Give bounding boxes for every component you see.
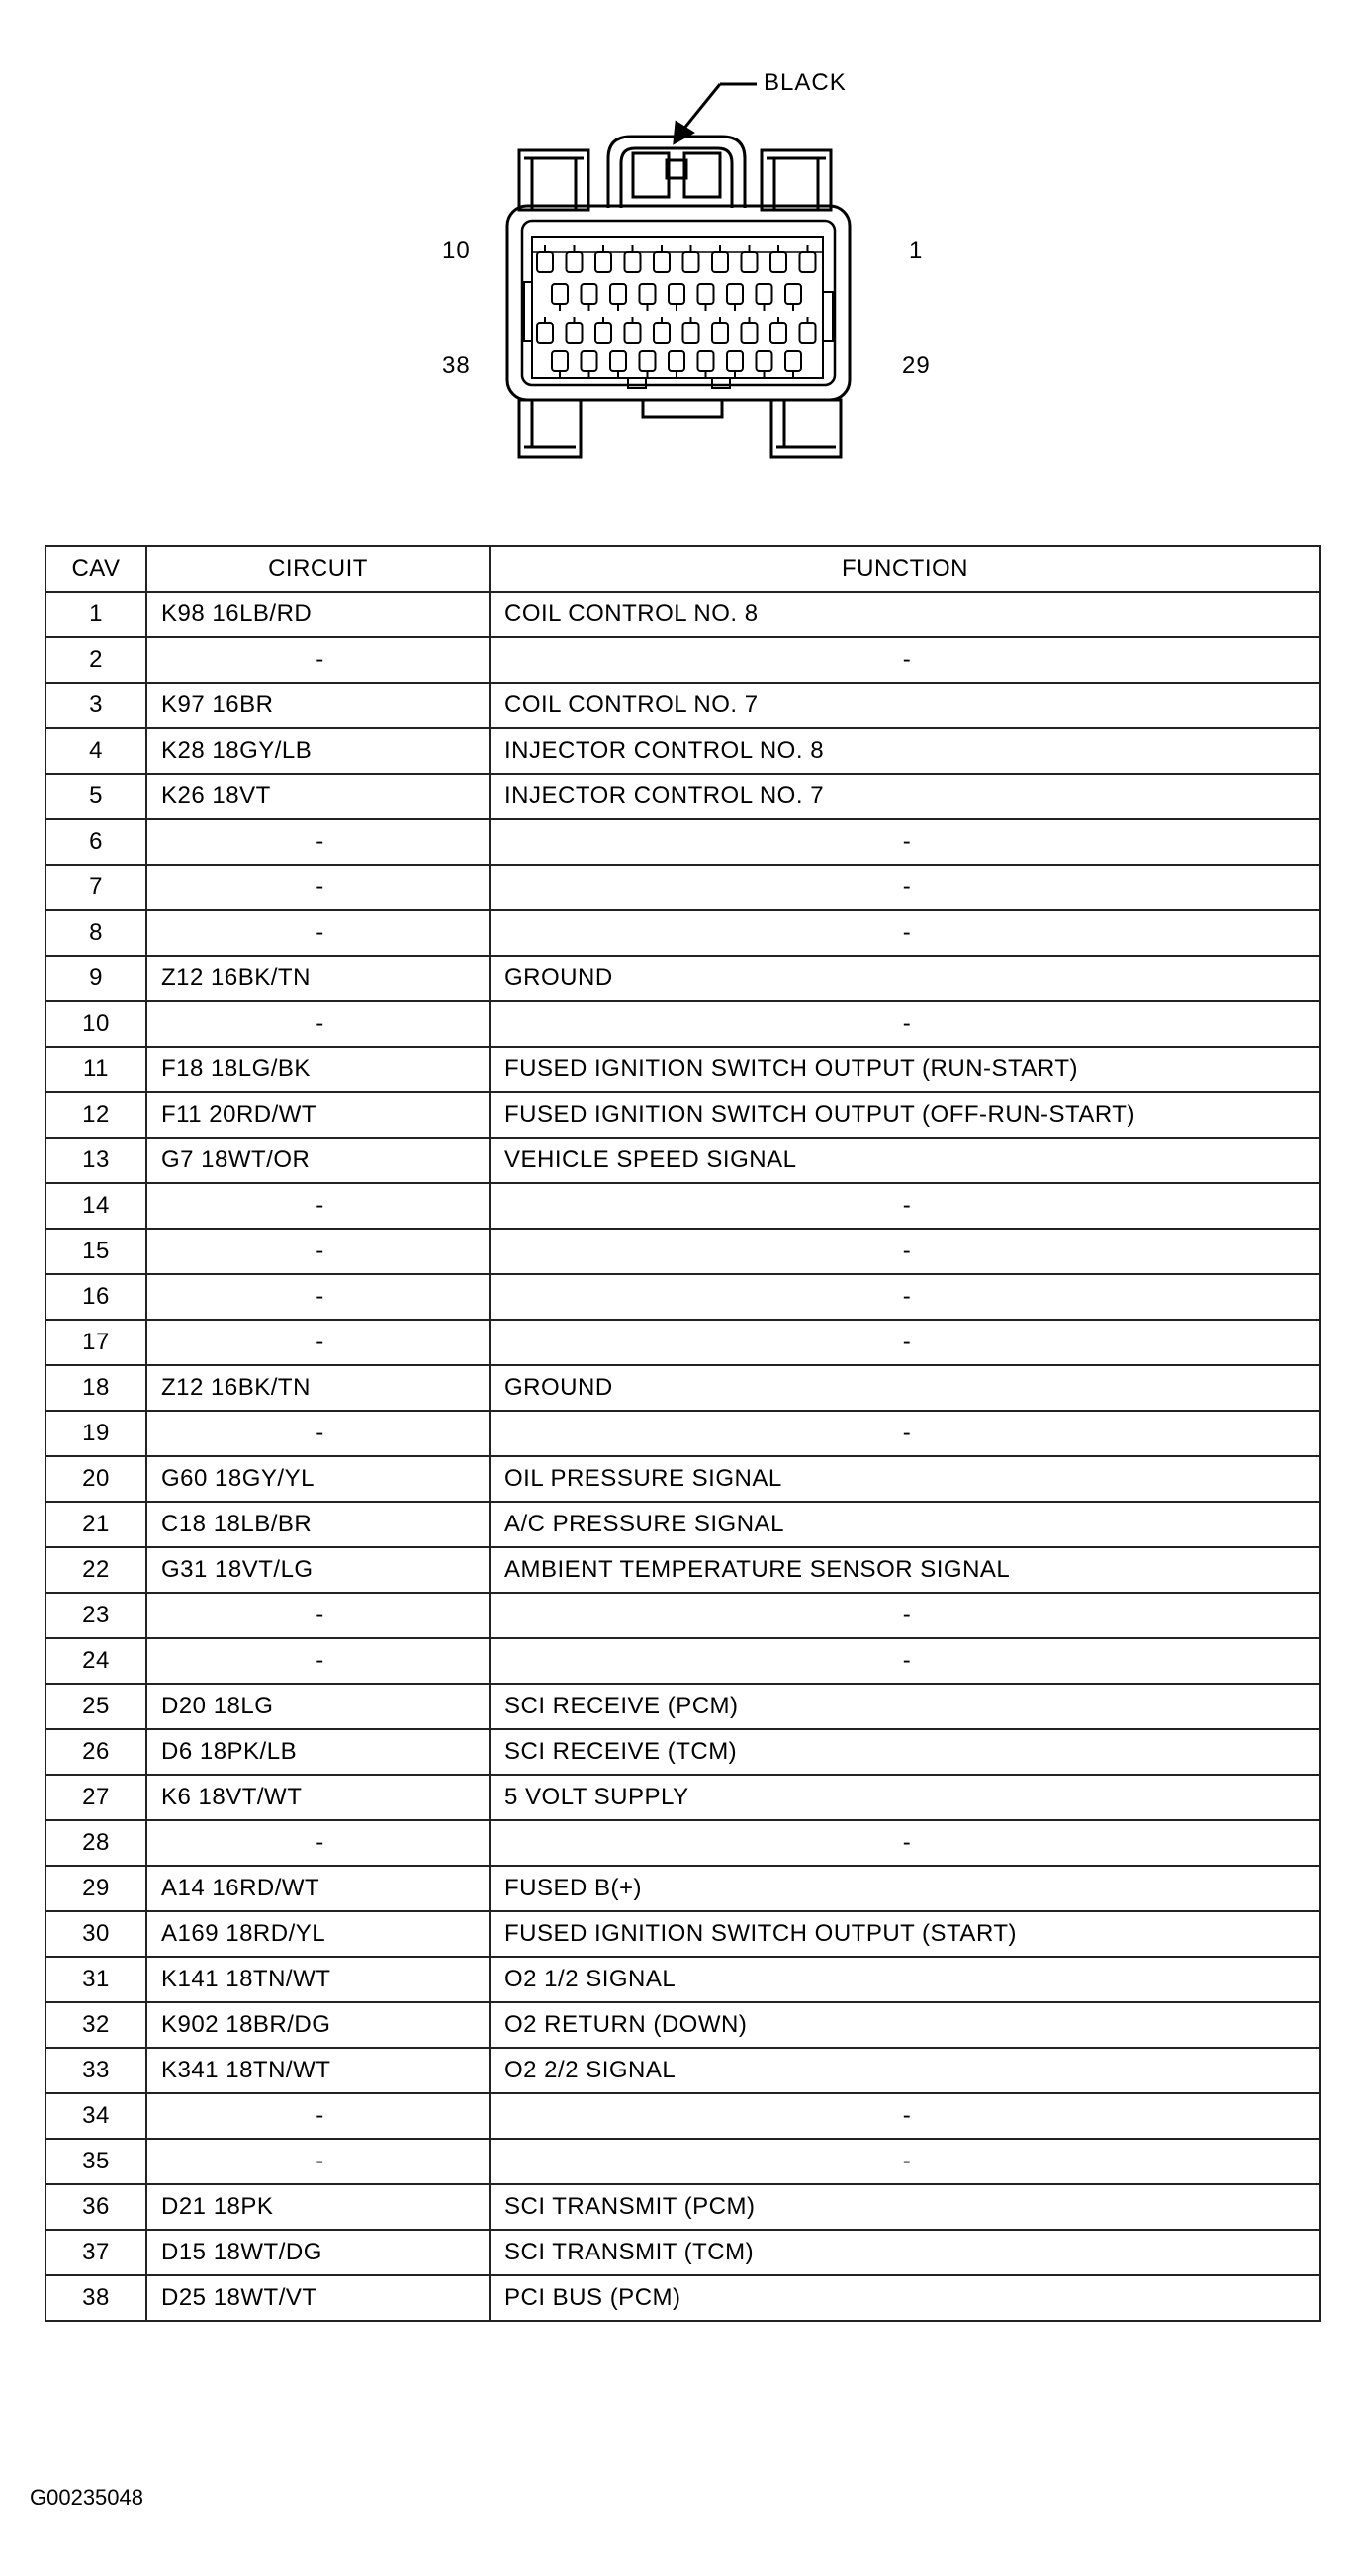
table-row <box>45 1183 1320 1229</box>
connector-cavity <box>640 284 656 311</box>
table-row <box>45 2093 1320 2139</box>
table-row <box>45 2275 1320 2321</box>
connector-cavity <box>683 245 699 272</box>
cell-function: - <box>490 1820 1320 1866</box>
table-row <box>45 1456 1320 1502</box>
table-row <box>45 1365 1320 1411</box>
connector-cavity <box>582 351 597 378</box>
header-cav: CAV <box>45 546 146 592</box>
connector-cavity <box>537 245 553 272</box>
cell-cav: 17 <box>45 1320 146 1365</box>
cell-circuit: - <box>146 865 490 910</box>
connector-cavity <box>698 284 714 311</box>
cell-function: - <box>490 1274 1320 1320</box>
cell-circuit: D6 18PK/LB <box>146 1729 490 1775</box>
connector-cavity <box>757 284 772 311</box>
bottom-mounting-tabs <box>519 400 841 457</box>
connector-cavity <box>785 351 801 378</box>
cell-circuit: K98 16LB/RD <box>146 592 490 637</box>
cell-function: - <box>490 910 1320 956</box>
cell-cav: 1 <box>45 592 146 637</box>
cell-circuit: - <box>146 2139 490 2184</box>
table-row <box>45 1502 1320 1547</box>
connector-cavity <box>770 245 786 272</box>
connector-latch <box>608 137 745 208</box>
cell-circuit: K902 18BR/DG <box>146 2002 490 2048</box>
table-row <box>45 1957 1320 2002</box>
cell-circuit: Z12 16BK/TN <box>146 956 490 1001</box>
table-row <box>45 1866 1320 1911</box>
cell-function: O2 2/2 SIGNAL <box>490 2048 1320 2093</box>
connector-diagram <box>415 40 969 514</box>
table-row <box>45 637 1320 683</box>
cell-function: - <box>490 1593 1320 1638</box>
cell-cav: 12 <box>45 1092 146 1138</box>
connector-cavity <box>712 317 728 343</box>
cell-circuit: D20 18LG <box>146 1684 490 1729</box>
table-row <box>45 1411 1320 1456</box>
cell-cav: 4 <box>45 728 146 774</box>
cell-circuit: K341 18TN/WT <box>146 2048 490 2093</box>
table-row <box>45 956 1320 1001</box>
table-row <box>45 2139 1320 2184</box>
table-row <box>45 2184 1320 2230</box>
cell-function: - <box>490 637 1320 683</box>
connector-cavity <box>712 245 728 272</box>
pin-label-38: 38 <box>442 352 471 379</box>
table-row <box>45 1820 1320 1866</box>
cell-function: SCI TRANSMIT (PCM) <box>490 2184 1320 2230</box>
pin-label-1: 1 <box>909 237 924 264</box>
cell-cav: 30 <box>45 1911 146 1957</box>
cell-cav: 18 <box>45 1365 146 1411</box>
table-row <box>45 1138 1320 1183</box>
cell-function: - <box>490 865 1320 910</box>
cell-cav: 2 <box>45 637 146 683</box>
cell-cav: 3 <box>45 683 146 728</box>
connector-cavity <box>610 351 626 378</box>
connector-cavity <box>567 245 583 272</box>
cell-function: FUSED IGNITION SWITCH OUTPUT (RUN-START) <box>490 1047 1320 1092</box>
cell-function: VEHICLE SPEED SIGNAL <box>490 1138 1320 1183</box>
cell-function: 5 VOLT SUPPLY <box>490 1775 1320 1820</box>
table-row <box>45 2048 1320 2093</box>
cell-circuit: K26 18VT <box>146 774 490 819</box>
cell-cav: 28 <box>45 1820 146 1866</box>
connector-cavity <box>800 245 816 272</box>
connector-cavity <box>770 317 786 343</box>
cell-function: SCI RECEIVE (PCM) <box>490 1684 1320 1729</box>
cell-circuit: D21 18PK <box>146 2184 490 2230</box>
cell-cav: 29 <box>45 1866 146 1911</box>
table-row <box>45 819 1320 865</box>
cell-cav: 16 <box>45 1274 146 1320</box>
table-row <box>45 683 1320 728</box>
table-row <box>45 1274 1320 1320</box>
cell-cav: 31 <box>45 1957 146 2002</box>
table-row <box>45 2230 1320 2275</box>
cell-circuit: - <box>146 910 490 956</box>
cell-cav: 32 <box>45 2002 146 2048</box>
cell-function: - <box>490 1411 1320 1456</box>
table-row <box>45 1775 1320 1820</box>
connector-cavity <box>800 317 816 343</box>
connector-cavity <box>727 284 743 311</box>
connector-cavity <box>625 317 641 343</box>
cell-cav: 38 <box>45 2275 146 2321</box>
cell-circuit: Z12 16BK/TN <box>146 1365 490 1411</box>
figure-id: G00235048 <box>30 2485 143 2510</box>
table-row <box>45 1638 1320 1684</box>
table-row <box>45 774 1320 819</box>
cell-circuit: - <box>146 1593 490 1638</box>
color-callout-arrow <box>675 84 757 142</box>
cell-circuit: - <box>146 1411 490 1456</box>
cell-circuit: K141 18TN/WT <box>146 1957 490 2002</box>
connector-cavity <box>757 351 772 378</box>
connector-cavity <box>582 284 597 311</box>
cell-function: AMBIENT TEMPERATURE SENSOR SIGNAL <box>490 1547 1320 1593</box>
cell-circuit: D15 18WT/DG <box>146 2230 490 2275</box>
cell-function: PCI BUS (PCM) <box>490 2275 1320 2321</box>
table-row <box>45 1047 1320 1092</box>
cell-function: - <box>490 1229 1320 1274</box>
cell-circuit: - <box>146 819 490 865</box>
cell-function: SCI TRANSMIT (TCM) <box>490 2230 1320 2275</box>
table-row <box>45 1320 1320 1365</box>
connector-cavity <box>669 284 684 311</box>
table-row <box>45 1547 1320 1593</box>
table-row <box>45 1229 1320 1274</box>
table-row <box>45 865 1320 910</box>
connector-cavity <box>742 245 758 272</box>
cell-cav: 26 <box>45 1729 146 1775</box>
cell-function: OIL PRESSURE SIGNAL <box>490 1456 1320 1502</box>
table-row <box>45 1593 1320 1638</box>
cell-cav: 37 <box>45 2230 146 2275</box>
connector-cavities <box>537 245 816 378</box>
cell-function: GROUND <box>490 1365 1320 1411</box>
cell-circuit: - <box>146 1638 490 1684</box>
table-row <box>45 1729 1320 1775</box>
cell-cav: 22 <box>45 1547 146 1593</box>
cell-circuit: K28 18GY/LB <box>146 728 490 774</box>
connector-cavity <box>552 351 568 378</box>
connector-cavity <box>669 351 684 378</box>
cell-function: FUSED IGNITION SWITCH OUTPUT (START) <box>490 1911 1320 1957</box>
cell-circuit: G60 18GY/YL <box>146 1456 490 1502</box>
connector-cavity <box>595 317 611 343</box>
connector-cavity <box>537 317 553 343</box>
cell-cav: 24 <box>45 1638 146 1684</box>
cell-cav: 8 <box>45 910 146 956</box>
connector-cavity <box>610 284 626 311</box>
cell-function: COIL CONTROL NO. 8 <box>490 592 1320 637</box>
cell-circuit: D25 18WT/VT <box>146 2275 490 2321</box>
connector-cavity <box>625 245 641 272</box>
cell-circuit: - <box>146 1229 490 1274</box>
cell-function: - <box>490 1183 1320 1229</box>
cell-circuit: - <box>146 1183 490 1229</box>
table-row <box>45 2002 1320 2048</box>
cell-cav: 20 <box>45 1456 146 1502</box>
table-row <box>45 728 1320 774</box>
cell-cav: 36 <box>45 2184 146 2230</box>
cell-circuit: K97 16BR <box>146 683 490 728</box>
connector-cavity <box>742 317 758 343</box>
cell-cav: 5 <box>45 774 146 819</box>
connector-cavity <box>785 284 801 311</box>
pinout-table <box>45 545 1321 2322</box>
table-row <box>45 592 1320 637</box>
cell-cav: 33 <box>45 2048 146 2093</box>
cell-function: GROUND <box>490 956 1320 1001</box>
cell-function: COIL CONTROL NO. 7 <box>490 683 1320 728</box>
header-circuit: CIRCUIT <box>146 546 490 592</box>
cell-circuit: F11 20RD/WT <box>146 1092 490 1138</box>
table-header <box>45 546 1320 592</box>
cell-function: - <box>490 2139 1320 2184</box>
connector-cavity <box>698 351 714 378</box>
cell-function: A/C PRESSURE SIGNAL <box>490 1502 1320 1547</box>
cell-circuit: - <box>146 2093 490 2139</box>
cell-cav: 25 <box>45 1684 146 1729</box>
table-body <box>45 592 1320 2321</box>
cell-cav: 10 <box>45 1001 146 1047</box>
cell-cav: 14 <box>45 1183 146 1229</box>
header-function: FUNCTION <box>490 546 1320 592</box>
cell-function: - <box>490 2093 1320 2139</box>
header-row <box>45 546 1320 592</box>
pin-label-29: 29 <box>902 352 931 379</box>
cell-cav: 11 <box>45 1047 146 1092</box>
connector-cavity <box>552 284 568 311</box>
cell-circuit: A14 16RD/WT <box>146 1866 490 1911</box>
cell-circuit: - <box>146 637 490 683</box>
table-row <box>45 1911 1320 1957</box>
cell-function: INJECTOR CONTROL NO. 7 <box>490 774 1320 819</box>
connector-cavity <box>683 317 699 343</box>
table-row <box>45 910 1320 956</box>
cell-function: INJECTOR CONTROL NO. 8 <box>490 728 1320 774</box>
cell-function: FUSED B(+) <box>490 1866 1320 1911</box>
cell-function: O2 1/2 SIGNAL <box>490 1957 1320 2002</box>
table-row <box>45 1092 1320 1138</box>
connector-cavity <box>567 317 583 343</box>
cell-cav: 7 <box>45 865 146 910</box>
cell-cav: 13 <box>45 1138 146 1183</box>
cell-cav: 34 <box>45 2093 146 2139</box>
cell-function: - <box>490 1638 1320 1684</box>
cell-cav: 27 <box>45 1775 146 1820</box>
cell-circuit: C18 18LB/BR <box>146 1502 490 1547</box>
cell-function: - <box>490 819 1320 865</box>
table-row <box>45 1684 1320 1729</box>
cell-cav: 35 <box>45 2139 146 2184</box>
connector-cavity <box>654 317 670 343</box>
connector-cavity <box>595 245 611 272</box>
connector-face-drawing <box>415 40 969 514</box>
connector-cavity <box>640 351 656 378</box>
cell-function: - <box>490 1320 1320 1365</box>
cell-circuit: G7 18WT/OR <box>146 1138 490 1183</box>
cell-circuit: K6 18VT/WT <box>146 1775 490 1820</box>
cell-cav: 6 <box>45 819 146 865</box>
cell-cav: 21 <box>45 1502 146 1547</box>
cell-function: FUSED IGNITION SWITCH OUTPUT (OFF-RUN-START) <box>490 1092 1320 1138</box>
cell-cav: 15 <box>45 1229 146 1274</box>
cell-function: - <box>490 1001 1320 1047</box>
cell-cav: 19 <box>45 1411 146 1456</box>
cell-function: O2 RETURN (DOWN) <box>490 2002 1320 2048</box>
connector-cavity <box>727 351 743 378</box>
cell-circuit: A169 18RD/YL <box>146 1911 490 1957</box>
cell-cav: 23 <box>45 1593 146 1638</box>
pin-label-10: 10 <box>442 237 471 264</box>
cell-circuit: - <box>146 1820 490 1866</box>
cell-circuit: G31 18VT/LG <box>146 1547 490 1593</box>
cell-cav: 9 <box>45 956 146 1001</box>
cell-circuit: - <box>146 1001 490 1047</box>
cell-circuit: - <box>146 1274 490 1320</box>
table-row <box>45 1001 1320 1047</box>
connector-cavity <box>654 245 670 272</box>
cell-function: SCI RECEIVE (TCM) <box>490 1729 1320 1775</box>
connector-color-label: BLACK <box>764 69 847 96</box>
cell-circuit: F18 18LG/BK <box>146 1047 490 1092</box>
cell-circuit: - <box>146 1320 490 1365</box>
